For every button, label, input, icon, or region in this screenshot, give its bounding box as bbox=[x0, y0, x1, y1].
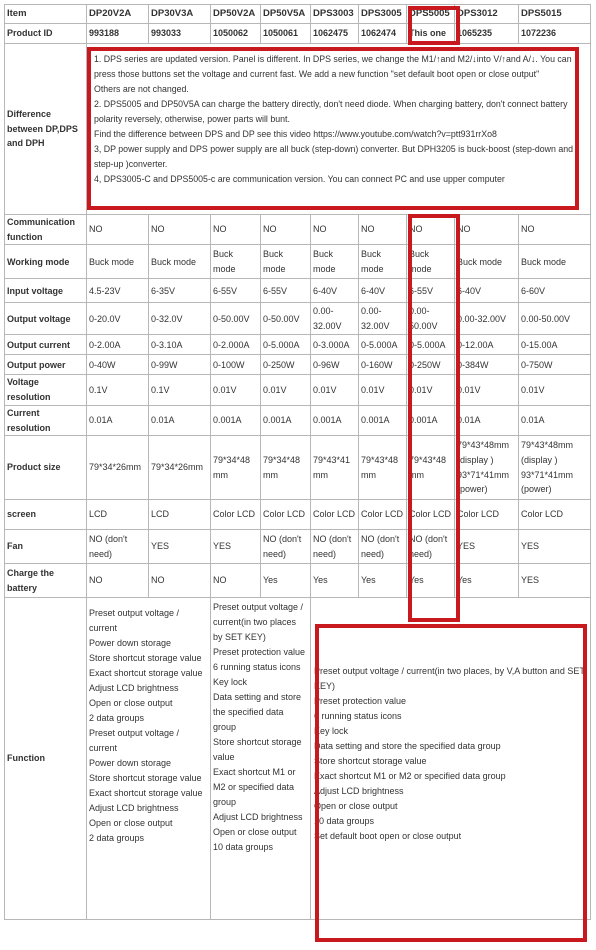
table-row-difference bbox=[5, 44, 591, 215]
difference-line: 1. DPS series are updated version. Panel is different. In DPS series, we change the M1/↑and M2/↓into V/↑and A/↓. You can press those buttons set the voltage and current fast. We add a new function "set default boot open or close output" bbox=[94, 54, 572, 79]
function-line: Store shortcut storage value bbox=[89, 773, 202, 784]
cell-screen-dps5015: Color LCD bbox=[519, 500, 591, 530]
cell-screen-dps3005: Color LCD bbox=[359, 500, 407, 530]
function-line: Exact shortcut storage value bbox=[89, 668, 203, 679]
function-line: Preset output voltage / current(in two places by SET KEY) bbox=[213, 602, 304, 643]
row-label-product-id: Product ID bbox=[5, 24, 87, 44]
cell-communication-function-dps3003: NO bbox=[311, 215, 359, 245]
table-row-function bbox=[5, 598, 591, 920]
cell-input-voltage-dps3005: 6-40V bbox=[359, 279, 407, 303]
cell-current-resolution-dps3003: 0.001A bbox=[311, 405, 359, 435]
difference-line: 2. DPS5005 and DP50V5A can charge the battery directly, don't need diode. When charging battery, don't connect battery polarity reversely, otherwise, power parts will bunt. bbox=[94, 99, 568, 124]
cell-screen-dps5005: Color LCD bbox=[407, 500, 455, 530]
function-line: Exact shortcut M1 or M2 or specified data group bbox=[213, 767, 296, 808]
cell-fan-dp20v2a: NO (don't need) bbox=[87, 530, 149, 564]
function-line: 2 data groups bbox=[89, 833, 145, 844]
row-label-voltage-resolution: Voltage resolution bbox=[5, 375, 87, 405]
row-label-communication-function: Communication function bbox=[5, 215, 87, 245]
cell-current-resolution-dps5005: 0.001A bbox=[407, 405, 455, 435]
header-cell-dps3003: DPS3003 bbox=[311, 5, 359, 24]
cell-output-power-dp50v5a: 0-250W bbox=[261, 355, 311, 375]
cell-fan-dp30v3a: YES bbox=[149, 530, 211, 564]
cell-output-power-dp50v2a: 0-100W bbox=[211, 355, 261, 375]
cell-output-current-dps5015: 0-15.00A bbox=[519, 335, 591, 355]
header-cell-dps3012: DPS3012 bbox=[455, 5, 519, 24]
cell-output-voltage-dps3005: 0.00-32.00V bbox=[359, 303, 407, 335]
function-line: Data setting and store the specified data group bbox=[213, 692, 302, 733]
function-line: 2 data groups bbox=[89, 713, 145, 724]
cell-voltage-resolution-dps3012: 0.01V bbox=[455, 375, 519, 405]
row-label-current-resolution: Current resolution bbox=[5, 405, 87, 435]
cell-output-voltage-dp50v5a: 0-50.00V bbox=[261, 303, 311, 335]
cell-output-current-dp50v2a: 0-2.000A bbox=[211, 335, 261, 355]
cell-voltage-resolution-dps5005: 0.01V bbox=[407, 375, 455, 405]
cell-communication-function-dps3012: NO bbox=[455, 215, 519, 245]
cell-fan-dps5015: YES bbox=[519, 530, 591, 564]
cell-current-resolution-dps3005: 0.001A bbox=[359, 405, 407, 435]
function-line: Store shortcut storage value bbox=[213, 737, 302, 763]
cell-product-size-dps3005: 79*43*48 mm bbox=[359, 436, 407, 500]
function-line: Store shortcut storage value bbox=[89, 653, 202, 664]
function-dp-large bbox=[211, 598, 311, 920]
cell-output-power-dps3003: 0-96W bbox=[311, 355, 359, 375]
function-line: Set default boot open or close output bbox=[314, 831, 462, 842]
cell-charge-the-battery-dp20v2a: NO bbox=[87, 564, 149, 598]
cell-product-id-dp30v3a: 993033 bbox=[149, 24, 211, 44]
cell-product-id-dps5015: 1072236 bbox=[519, 24, 591, 44]
cell-product-id-dps3012: 1065235 bbox=[455, 24, 519, 44]
cell-communication-function-dps3005: NO bbox=[359, 215, 407, 245]
function-line: Power down storage bbox=[89, 638, 172, 649]
function-line: Open or close output bbox=[89, 818, 173, 829]
difference-line: 4, DPS3005-C and DPS5005-c are communication version. You can connect PC and use upper computer bbox=[94, 174, 505, 184]
table-row-fan bbox=[5, 530, 591, 564]
cell-charge-the-battery-dps5005: Yes bbox=[407, 564, 455, 598]
function-line: 6 running status icons bbox=[314, 711, 402, 722]
header-cell-dp50v2a: DP50V2A bbox=[211, 5, 261, 24]
cell-voltage-resolution-dp50v5a: 0.01V bbox=[261, 375, 311, 405]
row-label-screen: screen bbox=[5, 500, 87, 530]
header-cell-dp20v2a: DP20V2A bbox=[87, 5, 149, 24]
difference-line: 3, DP power supply and DPS power supply are all buck (step-down) converter. But DPH3205 is buck-boost (step-down and step-up )converter. bbox=[94, 144, 574, 169]
table-row-current-resolution bbox=[5, 405, 591, 435]
cell-product-size-dp50v5a: 79*34*48 mm bbox=[261, 436, 311, 500]
table-row-charge-the-battery bbox=[5, 564, 591, 598]
cell-voltage-resolution-dps5015: 0.01V bbox=[519, 375, 591, 405]
row-label-output-current: Output current bbox=[5, 335, 87, 355]
difference-notes bbox=[87, 44, 591, 215]
header-cell-dps3005: DPS3005 bbox=[359, 5, 407, 24]
cell-communication-function-dps5015: NO bbox=[519, 215, 591, 245]
cell-output-voltage-dps5015: 0.00-50.00V bbox=[519, 303, 591, 335]
function-dps bbox=[311, 598, 591, 920]
header-cell-dp30v3a: DP30V3A bbox=[149, 5, 211, 24]
cell-product-id-dp20v2a: 993188 bbox=[87, 24, 149, 44]
difference-notes-text bbox=[89, 44, 588, 187]
function-line: Preset output voltage / current bbox=[89, 608, 180, 634]
cell-charge-the-battery-dps3012: Yes bbox=[455, 564, 519, 598]
function-line: Store shortcut storage value bbox=[314, 756, 427, 767]
function-dp-small bbox=[87, 598, 211, 920]
difference-line: Others are not changed. bbox=[94, 84, 189, 94]
cell-output-voltage-dp20v2a: 0-20.0V bbox=[87, 303, 149, 335]
function-line: Open or close output bbox=[213, 827, 297, 838]
cell-input-voltage-dp20v2a: 4.5-23V bbox=[87, 279, 149, 303]
function-line: Adjust LCD brightness bbox=[314, 786, 404, 797]
cell-fan-dps3003: NO (don't need) bbox=[311, 530, 359, 564]
cell-voltage-resolution-dps3005: 0.01V bbox=[359, 375, 407, 405]
table-row-output-voltage bbox=[5, 303, 591, 335]
cell-working-mode-dp20v2a: Buck mode bbox=[87, 245, 149, 279]
cell-input-voltage-dps3012: 6-40V bbox=[455, 279, 519, 303]
cell-output-power-dp30v3a: 0-99W bbox=[149, 355, 211, 375]
function-line: 10 data groups bbox=[314, 816, 375, 827]
row-label-output-power: Output power bbox=[5, 355, 87, 375]
cell-communication-function-dps5005: NO bbox=[407, 215, 455, 245]
cell-current-resolution-dp20v2a: 0.01A bbox=[87, 405, 149, 435]
cell-working-mode-dp50v5a: Buck mode bbox=[261, 245, 311, 279]
function-line: Adjust LCD brightness bbox=[89, 683, 179, 694]
row-label-charge-the-battery: Charge the battery bbox=[5, 564, 87, 598]
table-row-communication-function bbox=[5, 215, 591, 245]
cell-product-size-dp30v3a: 79*34*26mm bbox=[149, 436, 211, 500]
cell-charge-the-battery-dps5015: YES bbox=[519, 564, 591, 598]
cell-product-size-dps3003: 79*43*41 mm bbox=[311, 436, 359, 500]
cell-input-voltage-dp30v3a: 6-35V bbox=[149, 279, 211, 303]
cell-voltage-resolution-dps3003: 0.01V bbox=[311, 375, 359, 405]
cell-product-size-dps5015: 79*43*48mm (display ) 93*71*41mm (power) bbox=[519, 436, 591, 500]
cell-output-current-dp30v3a: 0-3.10A bbox=[149, 335, 211, 355]
cell-fan-dps3012: YES bbox=[455, 530, 519, 564]
table-row-input-voltage bbox=[5, 279, 591, 303]
cell-output-current-dps3003: 0-3.000A bbox=[311, 335, 359, 355]
function-line: Open or close output bbox=[314, 801, 398, 812]
function-line: Preset protection value bbox=[213, 647, 306, 658]
cell-output-current-dp20v2a: 0-2.00A bbox=[87, 335, 149, 355]
cell-communication-function-dp30v3a: NO bbox=[149, 215, 211, 245]
cell-working-mode-dps3005: Buck mode bbox=[359, 245, 407, 279]
row-label-function: Function bbox=[5, 598, 87, 920]
row-label-working-mode: Working mode bbox=[5, 245, 87, 279]
cell-fan-dp50v2a: YES bbox=[211, 530, 261, 564]
cell-output-voltage-dp50v2a: 0-50.00V bbox=[211, 303, 261, 335]
cell-working-mode-dps3012: Buck mode bbox=[455, 245, 519, 279]
function-line: Adjust LCD brightness bbox=[213, 812, 303, 823]
table-row-voltage-resolution bbox=[5, 375, 591, 405]
cell-output-current-dps3005: 0-5.000A bbox=[359, 335, 407, 355]
cell-screen-dps3012: Color LCD bbox=[455, 500, 519, 530]
cell-voltage-resolution-dp20v2a: 0.1V bbox=[87, 375, 149, 405]
cell-product-id-dps5005: This one bbox=[407, 24, 455, 44]
row-label-input-voltage: Input voltage bbox=[5, 279, 87, 303]
row-label-difference: Difference between DP,DPS and DPH bbox=[5, 44, 87, 215]
cell-output-power-dps3005: 0-160W bbox=[359, 355, 407, 375]
cell-screen-dp50v2a: Color LCD bbox=[211, 500, 261, 530]
cell-product-id-dps3003: 1062475 bbox=[311, 24, 359, 44]
table-row-output-power bbox=[5, 355, 591, 375]
function-line: Adjust LCD brightness bbox=[89, 803, 179, 814]
row-label-product-size: Product size bbox=[5, 436, 87, 500]
cell-output-voltage-dps5005: 0.00-50.00V bbox=[407, 303, 455, 335]
row-label-output-voltage: Output voltage bbox=[5, 303, 87, 335]
cell-fan-dps3005: NO (don't need) bbox=[359, 530, 407, 564]
cell-current-resolution-dps5015: 0.01A bbox=[519, 405, 591, 435]
cell-input-voltage-dps3003: 6-40V bbox=[311, 279, 359, 303]
cell-output-current-dp50v5a: 0-5.000A bbox=[261, 335, 311, 355]
cell-screen-dp20v2a: LCD bbox=[87, 500, 149, 530]
header-cell-dp50v5a: DP50V5A bbox=[261, 5, 311, 24]
cell-screen-dp50v5a: Color LCD bbox=[261, 500, 311, 530]
table-body bbox=[5, 5, 591, 920]
cell-current-resolution-dp50v2a: 0.001A bbox=[211, 405, 261, 435]
cell-output-power-dps5015: 0-750W bbox=[519, 355, 591, 375]
cell-current-resolution-dps3012: 0.01A bbox=[455, 405, 519, 435]
header-cell-dps5005: DPS5005 bbox=[407, 5, 455, 24]
cell-charge-the-battery-dps3003: Yes bbox=[311, 564, 359, 598]
cell-voltage-resolution-dp50v2a: 0.01V bbox=[211, 375, 261, 405]
cell-charge-the-battery-dps3005: Yes bbox=[359, 564, 407, 598]
cell-input-voltage-dps5015: 6-60V bbox=[519, 279, 591, 303]
table-row-output-current bbox=[5, 335, 591, 355]
cell-product-size-dp20v2a: 79*34*26mm bbox=[87, 436, 149, 500]
cell-output-current-dps3012: 0-12.00A bbox=[455, 335, 519, 355]
cell-communication-function-dp50v5a: NO bbox=[261, 215, 311, 245]
cell-product-id-dp50v5a: 1050061 bbox=[261, 24, 311, 44]
cell-current-resolution-dp50v5a: 0.001A bbox=[261, 405, 311, 435]
cell-input-voltage-dps5005: 6-55V bbox=[407, 279, 455, 303]
cell-voltage-resolution-dp30v3a: 0.1V bbox=[149, 375, 211, 405]
cell-screen-dp30v3a: LCD bbox=[149, 500, 211, 530]
table-row-working-mode bbox=[5, 245, 591, 279]
cell-working-mode-dp50v2a: Buck mode bbox=[211, 245, 261, 279]
cell-fan-dp50v5a: NO (don't need) bbox=[261, 530, 311, 564]
cell-product-id-dps3005: 1062474 bbox=[359, 24, 407, 44]
cell-input-voltage-dp50v2a: 6-55V bbox=[211, 279, 261, 303]
function-line: 10 data groups bbox=[213, 842, 274, 853]
power-supply-comparison-table bbox=[4, 4, 591, 920]
cell-output-voltage-dps3012: 0.00-32.00V bbox=[455, 303, 519, 335]
header-cell-item: Item bbox=[5, 5, 87, 24]
cell-working-mode-dp30v3a: Buck mode bbox=[149, 245, 211, 279]
cell-working-mode-dps5005: Buck mode bbox=[407, 245, 455, 279]
cell-charge-the-battery-dp50v5a: Yes bbox=[261, 564, 311, 598]
function-line: Open or close output bbox=[89, 698, 173, 709]
cell-fan-dps5005: NO (don't need) bbox=[407, 530, 455, 564]
row-label-fan: Fan bbox=[5, 530, 87, 564]
cell-output-power-dps5005: 0-250W bbox=[407, 355, 455, 375]
comparison-sheet bbox=[4, 4, 590, 944]
cell-current-resolution-dp30v3a: 0.01A bbox=[149, 405, 211, 435]
cell-product-size-dps3012: 79*43*48mm (display ) 93*71*41mm (power) bbox=[455, 436, 519, 500]
cell-communication-function-dp50v2a: NO bbox=[211, 215, 261, 245]
header-cell-dps5015: DPS5015 bbox=[519, 5, 591, 24]
cell-product-size-dp50v2a: 79*34*48 mm bbox=[211, 436, 261, 500]
cell-output-power-dp20v2a: 0-40W bbox=[87, 355, 149, 375]
table-row-screen bbox=[5, 500, 591, 530]
cell-charge-the-battery-dp30v3a: NO bbox=[149, 564, 211, 598]
cell-output-power-dps3012: 0-384W bbox=[455, 355, 519, 375]
function-line: Preset protection value bbox=[314, 696, 407, 707]
cell-working-mode-dps3003: Buck mode bbox=[311, 245, 359, 279]
cell-screen-dps3003: Color LCD bbox=[311, 500, 359, 530]
table-row-product-id bbox=[5, 24, 591, 44]
cell-product-id-dp50v2a: 1050062 bbox=[211, 24, 261, 44]
function-line: Exact shortcut storage value bbox=[89, 788, 203, 799]
cell-charge-the-battery-dp50v2a: NO bbox=[211, 564, 261, 598]
function-line: Data setting and store the specified data group bbox=[314, 741, 501, 752]
function-line: 6 running status icons bbox=[213, 662, 301, 673]
function-line: Key lock bbox=[213, 677, 248, 688]
difference-line: Find the difference between DPS and DP see this video https://www.youtube.com/watch?v=ptt931rrXo8 bbox=[94, 129, 497, 139]
table-header-row bbox=[5, 5, 591, 24]
cell-communication-function-dp20v2a: NO bbox=[87, 215, 149, 245]
function-line: Exact shortcut M1 or M2 or specified data group bbox=[314, 771, 506, 782]
cell-output-voltage-dps3003: 0.00-32.00V bbox=[311, 303, 359, 335]
function-line: Preset output voltage / current(in two places, by V,A button and SET KEY) bbox=[314, 666, 585, 692]
cell-input-voltage-dp50v5a: 6-55V bbox=[261, 279, 311, 303]
cell-output-voltage-dp30v3a: 0-32.0V bbox=[149, 303, 211, 335]
table-row-product-size bbox=[5, 436, 591, 500]
function-line: Key lock bbox=[314, 726, 349, 737]
function-line: Preset output voltage / current bbox=[89, 728, 180, 754]
cell-working-mode-dps5015: Buck mode bbox=[519, 245, 591, 279]
cell-product-size-dps5005: 79*43*48 mm bbox=[407, 436, 455, 500]
cell-output-current-dps5005: 0-5.000A bbox=[407, 335, 455, 355]
function-line: Power down storage bbox=[89, 758, 172, 769]
